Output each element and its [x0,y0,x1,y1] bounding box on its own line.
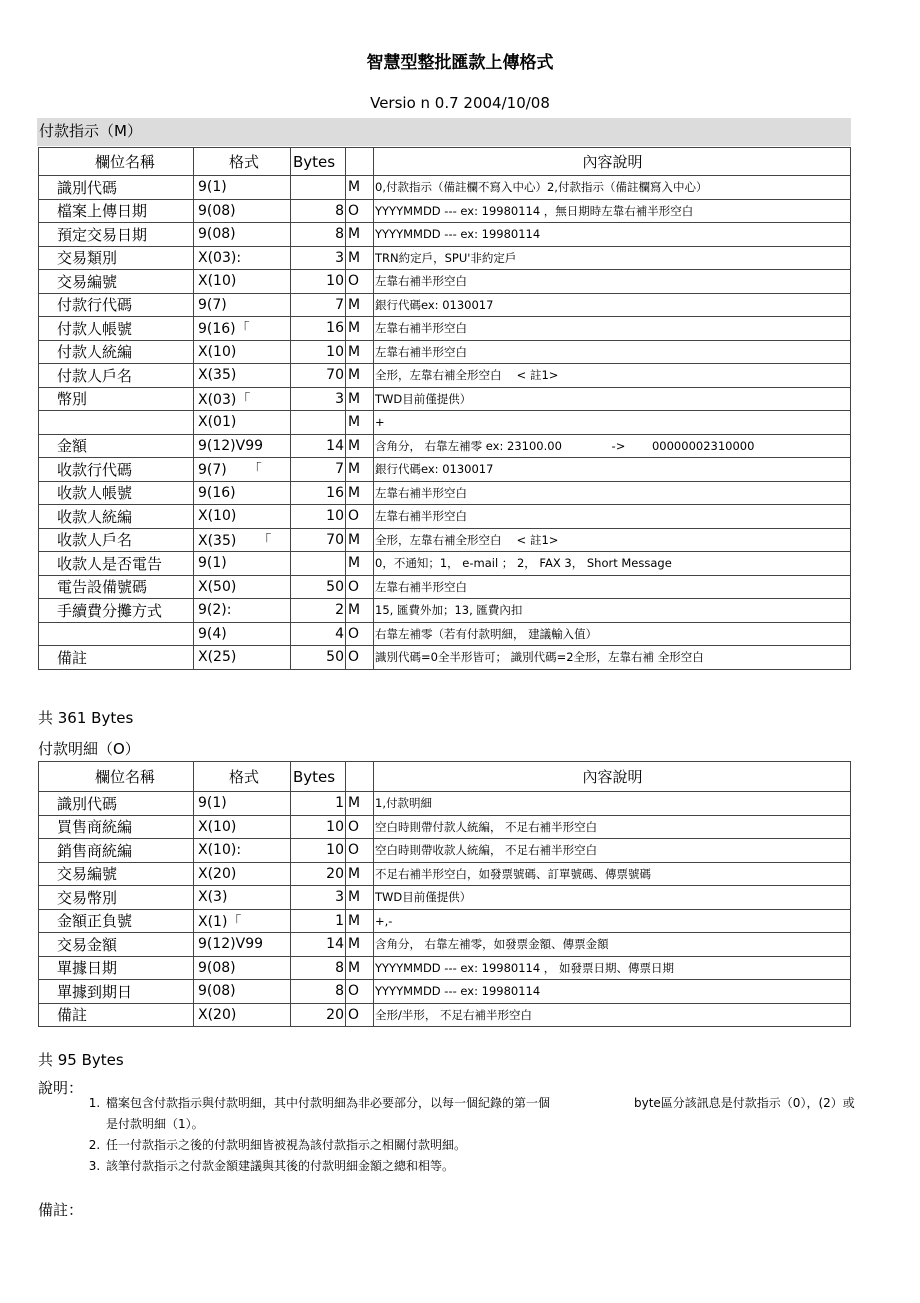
payment-instruction-table [38,147,851,670]
document-version: Versio n 0.7 2004/10/08 [370,94,550,112]
format-cell: X(01) [194,411,291,435]
required-flag-cell: M [346,340,374,364]
table-header-row [39,762,851,792]
table-row [39,293,851,317]
bytes-cell: 70 [291,528,346,552]
bytes-cell: 10 [291,340,346,364]
table-row [39,909,851,933]
description-cell: 銀行代碼ex: 0130017 [374,293,851,317]
bytes-cell: 8 [291,980,346,1004]
description-cell: 銀行代碼ex: 0130017 [374,458,851,482]
note-item: 1. 檔案包含付款指示與付款明細，其中付款明細為非必要部分，以每一個紀錄的第一個 byte區分該訊息是付款指示（0），(2）或是付款明細（1）。 [104,1093,864,1135]
bytes-cell: 20 [291,862,346,886]
required-flag-cell: M [346,458,374,482]
field-name-cell: 交易類別 [39,246,194,270]
table-row [39,646,851,670]
payment-detail-section-title: 付款明細（O） [38,740,140,758]
table-row [39,223,851,247]
required-flag-cell: M [346,481,374,505]
format-cell: 9(12)V99 [194,933,291,957]
field-name-cell: 收款人帳號 [39,481,194,505]
required-flag-cell: O [346,199,374,223]
table-row [39,199,851,223]
bytes-cell: 8 [291,199,346,223]
description-cell: 全形，左靠右補全形空白 < 註1> [374,364,851,388]
bytes-cell: 3 [291,886,346,910]
bytes-cell: 16 [291,317,346,341]
field-name-cell [39,622,194,646]
format-cell: X(25) [194,646,291,670]
format-cell: X(03)「 [194,387,291,411]
field-name-cell: 單據到期日 [39,980,194,1004]
bytes-cell: 70 [291,364,346,388]
bytes-cell [291,411,346,435]
description-cell: 左靠右補半形空白 [374,340,851,364]
bytes-cell: 50 [291,646,346,670]
table-row [39,411,851,435]
table-row [39,528,851,552]
bytes-cell: 50 [291,575,346,599]
header-required-flag-cell [346,762,374,792]
bytes-cell: 10 [291,505,346,529]
format-cell: 9(7) 「 [194,458,291,482]
header-format-cell: 格式 [194,762,291,792]
required-flag-cell: M [346,528,374,552]
field-name-cell: 電告設備號碼 [39,575,194,599]
description-cell: 左靠右補半形空白 [374,481,851,505]
table-row [39,599,851,623]
required-flag-cell: M [346,956,374,980]
required-flag-cell: O [346,980,374,1004]
required-flag-cell: M [346,552,374,576]
required-flag-cell: M [346,246,374,270]
description-cell: 含角分， 右靠左補零 ex: 23100.00 -> 00000002310000 [374,434,851,458]
field-name-cell: 幣別 [39,387,194,411]
description-cell: 左靠右補半形空白 [374,317,851,341]
description-cell: 0,付款指示（備註欄不寫入中心）2,付款指示（備註欄寫入中心） [374,176,851,200]
format-cell: X(10) [194,340,291,364]
field-name-cell: 金額正負號 [39,909,194,933]
description-cell: 15, 匯費外加；13, 匯費內扣 [374,599,851,623]
format-cell: X(35) [194,364,291,388]
format-cell: 9(1) [194,792,291,816]
document-title: 智慧型整批匯款上傳格式 [366,53,554,73]
field-name-cell: 收款行代碼 [39,458,194,482]
bytes-cell: 7 [291,293,346,317]
required-flag-cell: M [346,933,374,957]
table-row [39,792,851,816]
bytes-cell: 7 [291,458,346,482]
format-cell: 9(1) [194,176,291,200]
field-name-cell [39,411,194,435]
format-cell: 9(08) [194,199,291,223]
required-flag-cell: M [346,434,374,458]
format-cell: 9(16) [194,481,291,505]
payment-instruction-total: 共 361 Bytes [38,709,134,727]
format-cell: X(10) [194,270,291,294]
required-flag-cell: M [346,387,374,411]
description-cell: YYYYMMDD --- ex: 19980114 ， 如發票日期、傳票日期 [374,956,851,980]
table-row [39,552,851,576]
field-name-cell: 單據日期 [39,956,194,980]
payment-instruction-section-title: 付款指示（M） [37,118,851,146]
description-cell: 左靠右補半形空白 [374,505,851,529]
bytes-cell: 8 [291,956,346,980]
field-name-cell: 交易編號 [39,862,194,886]
description-cell: + [374,411,851,435]
table-row [39,980,851,1004]
table-row [39,815,851,839]
description-cell: YYYYMMDD --- ex: 19980114 [374,980,851,1004]
format-cell: 9(2): [194,599,291,623]
table-row [39,176,851,200]
field-name-cell: 收款人戶名 [39,528,194,552]
bytes-cell: 10 [291,270,346,294]
field-name-cell: 付款行代碼 [39,293,194,317]
table-row [39,575,851,599]
header-bytes-cell: Bytes [291,148,346,176]
field-name-cell: 檔案上傳日期 [39,199,194,223]
description-cell: 0，不通知；1， e-mail ； 2， FAX 3， Short Message [374,552,851,576]
table-header-row [39,148,851,176]
description-cell: YYYYMMDD --- ex: 19980114 ，無日期時左靠右補半形空白 [374,199,851,223]
field-name-cell: 交易金額 [39,933,194,957]
description-cell: 空白時則帶付款人統編， 不足右補半形空白 [374,815,851,839]
table-row [39,1003,851,1027]
required-flag-cell: O [346,839,374,863]
table-row [39,839,851,863]
bytes-cell [291,176,346,200]
format-cell: X(3) [194,886,291,910]
required-flag-cell: M [346,886,374,910]
field-name-cell: 付款人戶名 [39,364,194,388]
table-row [39,364,851,388]
bytes-cell: 20 [291,1003,346,1027]
format-cell: X(35) 「 [194,528,291,552]
description-cell: TWD目前僅提供） [374,387,851,411]
required-flag-cell: M [346,862,374,886]
notes-list [72,1093,864,1177]
field-name-cell: 備註 [39,646,194,670]
required-flag-cell: O [346,815,374,839]
format-cell: 9(1) [194,552,291,576]
table-row [39,387,851,411]
required-flag-cell: O [346,270,374,294]
field-name-cell: 付款人帳號 [39,317,194,341]
format-cell: X(50) [194,575,291,599]
required-flag-cell: M [346,176,374,200]
description-cell: 全形，左靠右補全形空白 < 註1> [374,528,851,552]
bytes-cell: 2 [291,599,346,623]
bytes-cell: 10 [291,839,346,863]
bytes-cell [291,552,346,576]
header-field-name-cell: 欄位名稱 [39,762,194,792]
field-name-cell: 識別代碼 [39,176,194,200]
required-flag-cell: O [346,622,374,646]
description-cell: 含角分， 右靠左補零，如發票金額、傳票金額 [374,933,851,957]
format-cell: X(03): [194,246,291,270]
required-flag-cell: M [346,792,374,816]
table-row [39,246,851,270]
field-name-cell: 識別代碼 [39,792,194,816]
header-description-cell: 內容說明 [374,148,851,176]
header-required-flag-cell [346,148,374,176]
header-description-cell: 內容說明 [374,762,851,792]
table-row [39,933,851,957]
field-name-cell: 收款人統編 [39,505,194,529]
required-flag-cell: M [346,364,374,388]
bytes-cell: 1 [291,909,346,933]
format-cell: 9(7) [194,293,291,317]
description-cell: 空白時則帶收款人統編， 不足右補半形空白 [374,839,851,863]
payment-detail-table [38,761,851,1027]
format-cell: X(20) [194,1003,291,1027]
bytes-cell: 14 [291,434,346,458]
description-cell: YYYYMMDD --- ex: 19980114 [374,223,851,247]
description-cell: 全形/半形， 不足右補半形空白 [374,1003,851,1027]
format-cell: X(10): [194,839,291,863]
description-cell: 右靠左補零（若有付款明細， 建議輸入值） [374,622,851,646]
required-flag-cell: M [346,599,374,623]
table-row [39,340,851,364]
bytes-cell: 14 [291,933,346,957]
description-cell: 左靠右補半形空白 [374,270,851,294]
table-row [39,458,851,482]
required-flag-cell: M [346,317,374,341]
format-cell: X(10) [194,815,291,839]
required-flag-cell: O [346,1003,374,1027]
note-item: 3. 該筆付款指示之付款金額建議與其後的付款明細金額之總和相等。 [104,1156,864,1177]
bytes-cell: 3 [291,387,346,411]
field-name-cell: 預定交易日期 [39,223,194,247]
format-cell: X(1)「 [194,909,291,933]
format-cell: X(10) [194,505,291,529]
required-flag-cell: O [346,575,374,599]
bytes-cell: 10 [291,815,346,839]
description-cell: 不足右補半形空白，如發票號碼、訂單號碼、傳票號碼 [374,862,851,886]
bytes-cell: 4 [291,622,346,646]
format-cell: 9(16)「 [194,317,291,341]
format-cell: 9(08) [194,980,291,1004]
note-item: 2. 任一付款指示之後的付款明細皆被視為該付款指示之相關付款明細。 [104,1135,864,1156]
format-cell: X(20) [194,862,291,886]
description-cell: +,- [374,909,851,933]
field-name-cell: 收款人是否電告 [39,552,194,576]
description-cell: 識別代碼=0全半形皆可； 識別代碼=2全形，左靠右補 全形空白 [374,646,851,670]
bytes-cell: 1 [291,792,346,816]
table-row [39,270,851,294]
required-flag-cell: M [346,411,374,435]
table-row [39,505,851,529]
field-name-cell: 交易編號 [39,270,194,294]
field-name-cell: 付款人統編 [39,340,194,364]
notes-title: 說明： [38,1079,84,1097]
description-cell: TWD目前僅提供） [374,886,851,910]
description-cell: TRN約定戶，SPU'非約定戶 [374,246,851,270]
required-flag-cell: O [346,505,374,529]
table-row [39,622,851,646]
field-name-cell: 銷售商統編 [39,839,194,863]
field-name-cell: 金額 [39,434,194,458]
header-bytes-cell: Bytes [291,762,346,792]
required-flag-cell: M [346,223,374,247]
remarks-title: 備註： [38,1201,84,1219]
format-cell: 9(08) [194,223,291,247]
header-format-cell: 格式 [194,148,291,176]
bytes-cell: 8 [291,223,346,247]
description-cell: 左靠右補半形空白 [374,575,851,599]
field-name-cell: 手續費分攤方式 [39,599,194,623]
format-cell: 9(08) [194,956,291,980]
table-row [39,317,851,341]
format-cell: 9(12)V99 [194,434,291,458]
table-row [39,862,851,886]
bytes-cell: 3 [291,246,346,270]
required-flag-cell: M [346,909,374,933]
required-flag-cell: O [346,646,374,670]
table-row [39,886,851,910]
header-field-name-cell: 欄位名稱 [39,148,194,176]
payment-detail-total: 共 95 Bytes [38,1051,124,1069]
table-row [39,481,851,505]
field-name-cell: 買售商統編 [39,815,194,839]
required-flag-cell: M [346,293,374,317]
field-name-cell: 備註 [39,1003,194,1027]
format-cell: 9(4) [194,622,291,646]
field-name-cell: 交易幣別 [39,886,194,910]
table-row [39,434,851,458]
table-row [39,956,851,980]
description-cell: 1,付款明細 [374,792,851,816]
bytes-cell: 16 [291,481,346,505]
